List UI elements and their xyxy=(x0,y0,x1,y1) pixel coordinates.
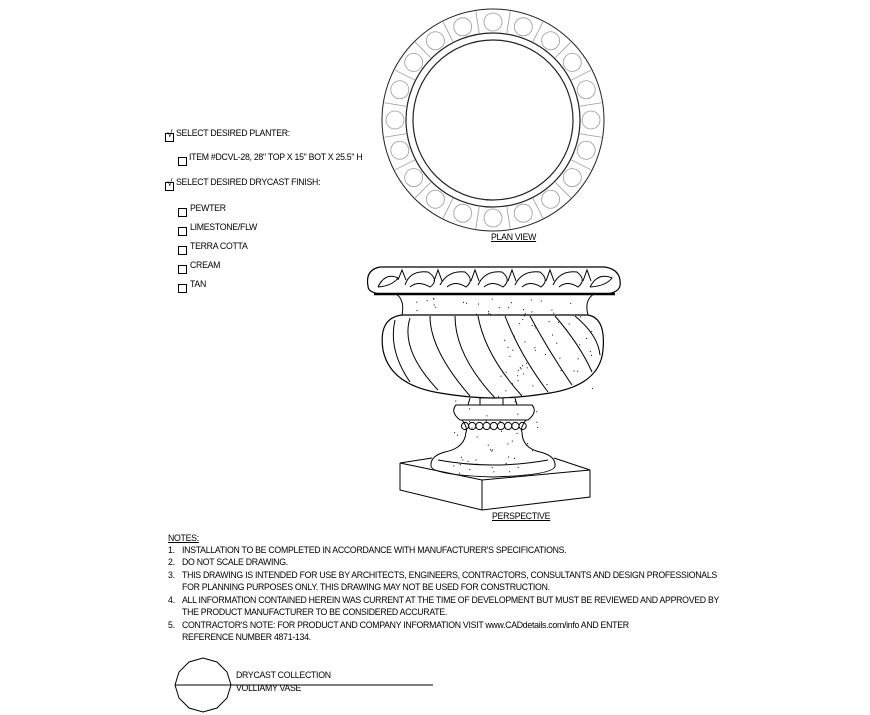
finish-tan-label: TAN xyxy=(190,279,207,290)
check-mark-icon: √ xyxy=(167,178,173,189)
note-num: 1. xyxy=(168,545,175,556)
note-text: CONTRACTOR'S NOTE: FOR PRODUCT AND COMPANY INFORMATION VISIT www.CADdetails.com/info AND ENTER xyxy=(182,620,629,631)
note-num: 3. xyxy=(168,570,175,581)
note-text: FOR PLANNING PURPOSES ONLY. THIS DRAWING MAY NOT BE USED FOR CONSTRUCTION. xyxy=(182,582,550,593)
plan-view-label: PLAN VIEW xyxy=(491,232,537,243)
note-text: THE PRODUCT MANUFACTURER TO BE CONSIDERED ACCURATE. xyxy=(182,607,448,618)
note-num: 5. xyxy=(168,620,175,631)
finish-cream-label: CREAM xyxy=(190,260,221,271)
note-num: 2. xyxy=(168,557,175,568)
planter-header-label: SELECT DESIRED PLANTER: xyxy=(176,128,290,139)
planter-item-label: ITEM #DCVL-28, 28" TOP X 15" BOT X 25.5" H xyxy=(189,152,363,163)
note-text: ALL INFORMATION CONTAINED HEREIN WAS CURRENT AT THE TIME OF DEVELOPMENT BUT MUST BE REVIEWED AND APPROVED BY xyxy=(182,595,720,606)
title-collection: DRYCAST COLLECTION xyxy=(236,670,331,681)
finish-pewter-label: PEWTER xyxy=(190,203,226,214)
note-text: INSTALLATION TO BE COMPLETED IN ACCORDANCE WITH MANUFACTURER'S SPECIFICATIONS. xyxy=(182,545,567,556)
note-text: THIS DRAWING IS INTENDED FOR USE BY ARCHITECTS, ENGINEERS, CONTRACTORS, CONSULTANTS AND DESIGN PROFESSIONALS xyxy=(182,570,717,581)
perspective-label: PERSPECTIVE xyxy=(492,511,551,522)
finish-header-label: SELECT DESIRED DRYCAST FINISH: xyxy=(176,177,321,188)
finish-limestone-label: LIMESTONE/FLW xyxy=(190,222,258,233)
notes-title: NOTES: xyxy=(168,533,199,544)
finish-terra-cotta-label: TERRA COTTA xyxy=(190,241,248,252)
note-text: DO NOT SCALE DRAWING. xyxy=(182,557,288,568)
check-mark-icon: √ xyxy=(167,129,173,140)
note-num: 4. xyxy=(168,595,175,606)
note-text: REFERENCE NUMBER 4871-134. xyxy=(182,632,311,643)
title-product: VOLLIAMY VASE xyxy=(236,683,302,694)
